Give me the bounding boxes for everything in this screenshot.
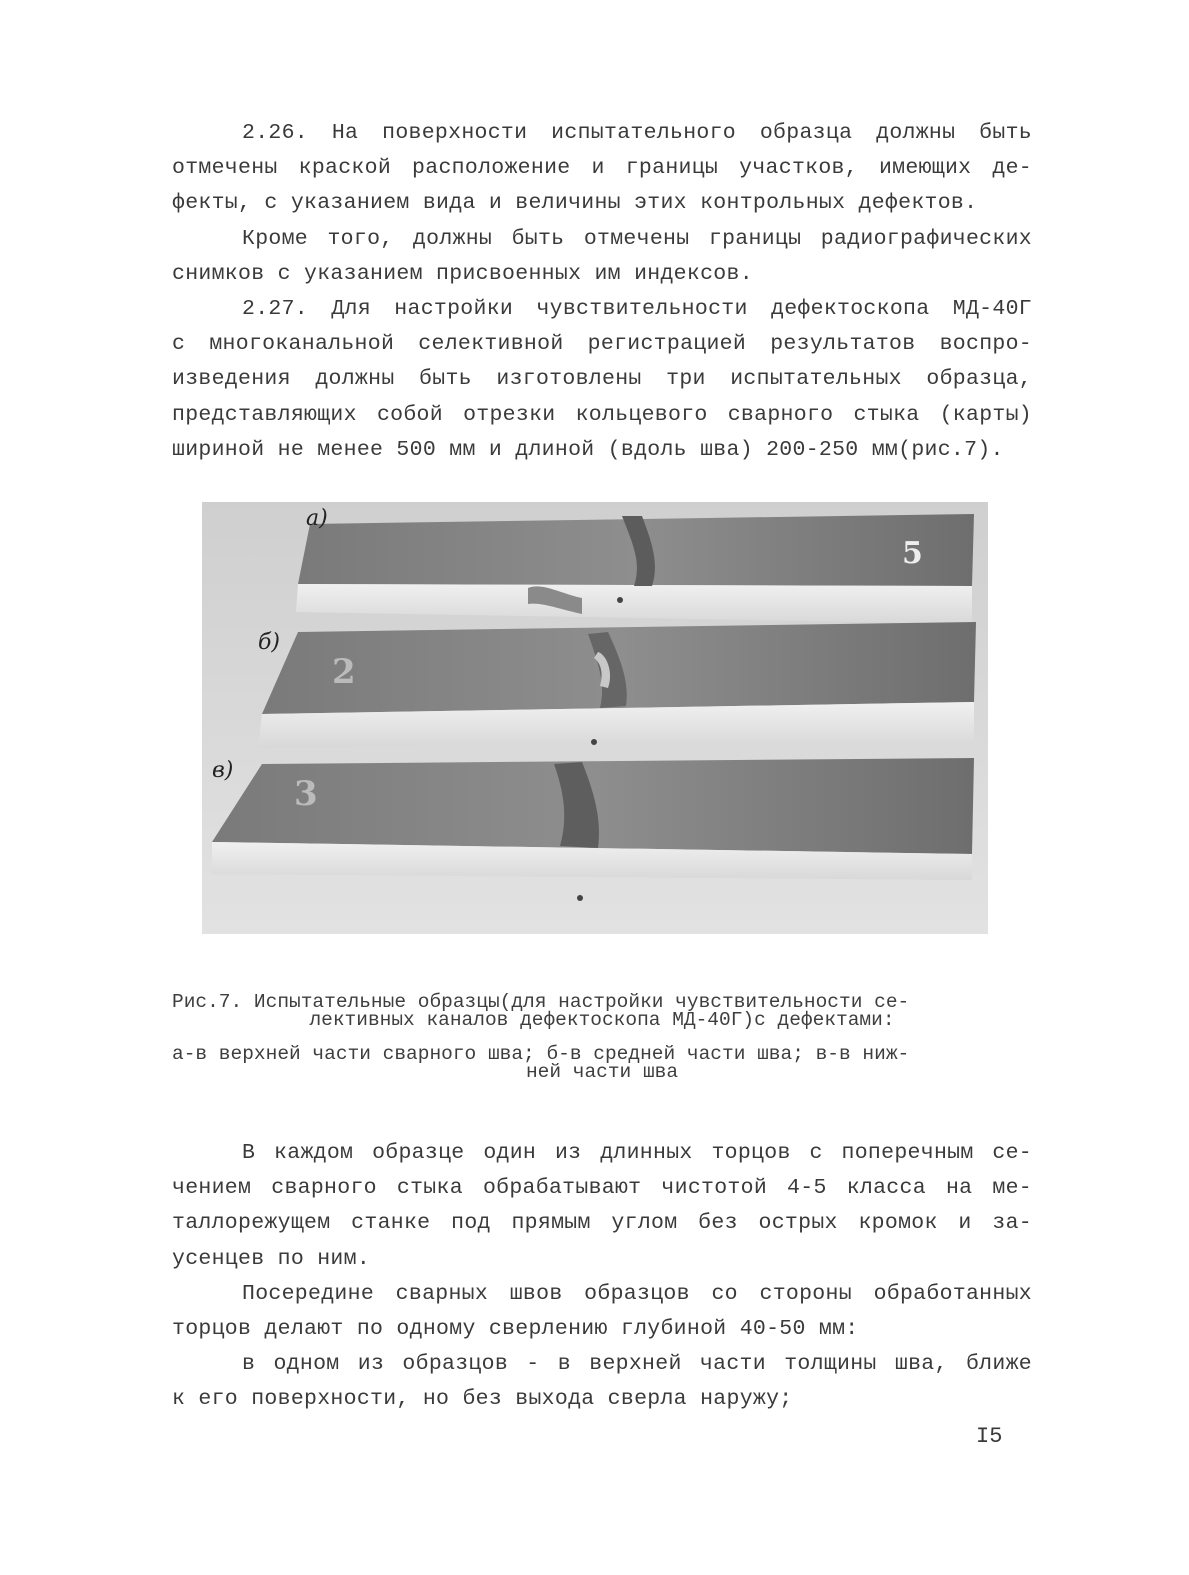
body-text-line: фекты, с указанием вида и величины этих контрольных дефектов.: [172, 191, 978, 216]
body-text-line: усенцев по ним.: [172, 1246, 371, 1271]
body-text-line: снимков с указанием присвоенных им индексов.: [172, 261, 753, 286]
caption-line-4: ней части шва: [525, 1061, 679, 1083]
body-text-line: чением сварного стыка обрабатывают чистотой 4-5 класса на ме-: [172, 1176, 1032, 1201]
body-text-line: 2.26. На поверхности испытательного образца должны быть: [242, 121, 1032, 145]
caption-line-3: а-в верхней части сварного шва; б-в средней части шва; в-в ниж-: [172, 1043, 910, 1065]
body-text-line: к его поверхности, но без выхода сверла наружу;: [172, 1387, 793, 1412]
body-text-line: В каждом образце один из длинных торцов с поперечным се-: [242, 1141, 1032, 1165]
plate-mark-b: 2: [332, 652, 356, 692]
figure-label-a: а): [306, 506, 328, 531]
body-text-line: Кроме того, должны быть отмечены границы радиографических: [242, 226, 1032, 251]
plate-mark-c: 3: [294, 774, 318, 814]
body-text-line: отмечены краской расположение и границы участков, имеющих де-: [172, 156, 1032, 181]
body-text-line: 2.27. Для настройки чувствительности дефектоскопа МД-40Г: [242, 297, 1032, 322]
body-text-line: изведения должны быть изготовлены три испытательных образца,: [172, 367, 1032, 392]
body-text-line: таллорежущем станке под прямым углом без острых кромок и за-: [172, 1211, 1032, 1236]
body-text-line: в одном из образцов - в верхней части толщины шва, ближе: [242, 1352, 1032, 1377]
sample-plate-a: [296, 514, 974, 624]
caption-line-1: Рис.7. Испытательные образцы(для настройки чувствительности се-: [172, 991, 910, 1013]
body-text-line: представляющих собой отрезки кольцевого сварного стыка (карты): [172, 402, 1032, 427]
plate-mark-a: 5: [902, 536, 923, 571]
body-text-line: с многоканальной селективной регистрацией результатов воспро-: [172, 332, 1032, 357]
figure-label-c: в): [212, 758, 234, 783]
body-text-line: торцов делают по одному сверлению глубиной 40-50 мм:: [172, 1317, 859, 1342]
body-text-line: Посередине сварных швов образцов со стороны обработанных: [242, 1281, 1032, 1306]
figure-caption: [172, 993, 1032, 1081]
figure-photo-drawing: [202, 502, 988, 934]
figure-photo-test-samples: [202, 502, 988, 934]
text-block-bottom: [172, 1136, 1032, 1418]
caption-line-2: лективных каналов дефектоскопа МД-40Г)с дефектами:: [309, 1009, 895, 1031]
body-text-line: шириной не менее 500 мм и длиной (вдоль шва) 200-250 мм(рис.7).: [172, 437, 1004, 462]
figure-label-b: б): [258, 630, 281, 655]
page-number: I5: [976, 1424, 1003, 1449]
text-block-top: [172, 116, 1032, 468]
sample-plate-b: [258, 622, 976, 748]
